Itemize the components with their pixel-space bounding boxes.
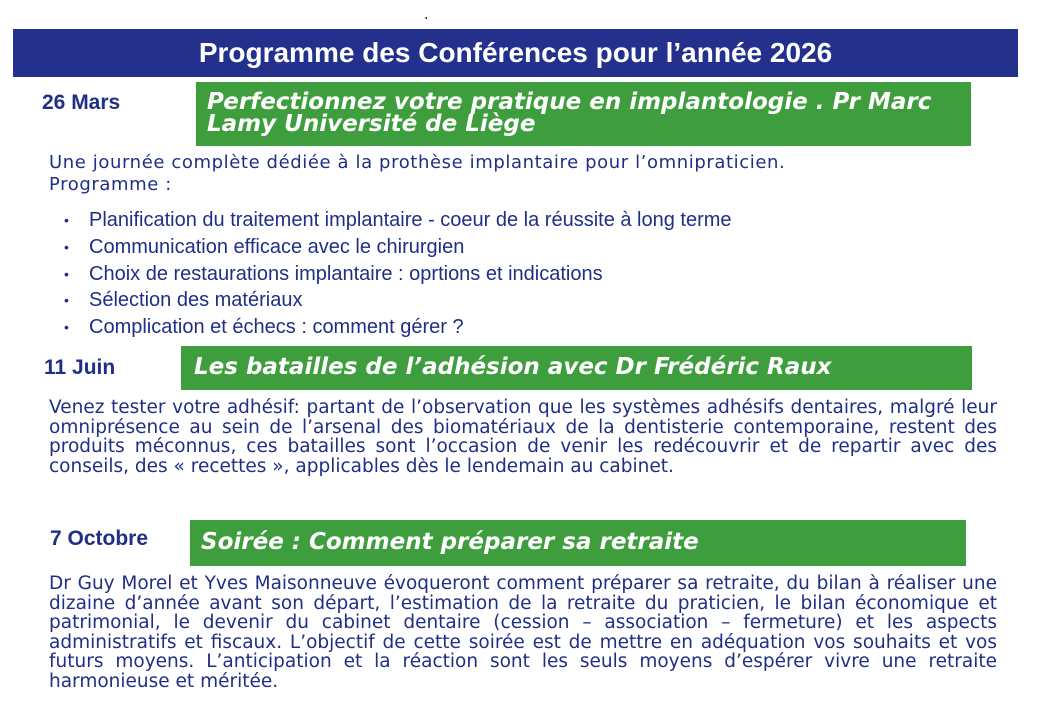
list-item: • Choix de restaurations implantaire : oprtions et indications [64, 261, 732, 288]
section-date-mars: 26 Mars [42, 91, 121, 114]
bullet-icon: • [64, 319, 69, 336]
bullet-icon: • [64, 292, 69, 309]
section-title-box-implantologie [196, 82, 971, 146]
page-title: Programme des Conférences pour l’année 2026 [198, 37, 833, 68]
section-intro: Une journée complète dédiée à la prothèse implantaire pour l’omnipraticien. [49, 152, 786, 173]
section-date-juin: 11 Juin [44, 356, 116, 379]
list-item: • Sélection des matériaux [64, 287, 732, 314]
section-title: Perfectionnez votre pratique en implantologie . Pr Marc Lamy Université de Liège [207, 89, 932, 137]
section-title-box-adhesion [181, 346, 972, 390]
bullet-icon: • [64, 212, 69, 228]
program-label: Programme : [49, 174, 172, 195]
bullet-icon: • [64, 238, 69, 255]
section-description: Dr Guy Morel et Yves Maisonneuve évoqueront comment préparer sa retraite, du bilan à réaliser une dizaine d’année avant son départ, l’estimation de la retraite du praticien, le bilan économique et patrimonial, le devenir du cabinet dentaire (cession – association – fermeture) et les aspects administratifs et fiscaux. L’objectif de cette soirée est de mettre en adéquation vos souhaits et vos futurs moyens. L’anticipation et la réaction sont les seuls moyens d’espérer vivre une retraite harmonieuse et méritée. [49, 573, 997, 692]
section-date-octobre: 7 Octobre [50, 527, 149, 550]
top-dot: . [424, 7, 429, 23]
section-title: Soirée : Comment préparer sa retraite [201, 529, 699, 555]
section-title: Les batailles de l’adhésion avec Dr Frédéric Raux [194, 354, 832, 380]
section-description: Venez tester votre adhésif: partant de l’observation que les systèmes adhésifs dentaires, malgré leur omniprésence au sein de l’arsenal des biomatériaux de la dentisterie contemporaine, restent des produits méconnus, ces batailles sont l’occasion de venir les redécouvrir et de repartir avec des conseils, des « recettes », applicables dès le lendemain au cabinet. [49, 397, 997, 477]
section-title-box-retraite [190, 520, 966, 566]
page-title-banner [13, 29, 1018, 77]
bullet-icon: • [64, 265, 69, 282]
program-list [64, 207, 732, 341]
list-item: • Communication efficace avec le chirurgien [64, 234, 732, 261]
list-item: • Planification du traitement implantaire - coeur de la réussite à long terme [64, 207, 732, 234]
list-item: • Complication et échecs : comment gérer ? [64, 314, 732, 341]
